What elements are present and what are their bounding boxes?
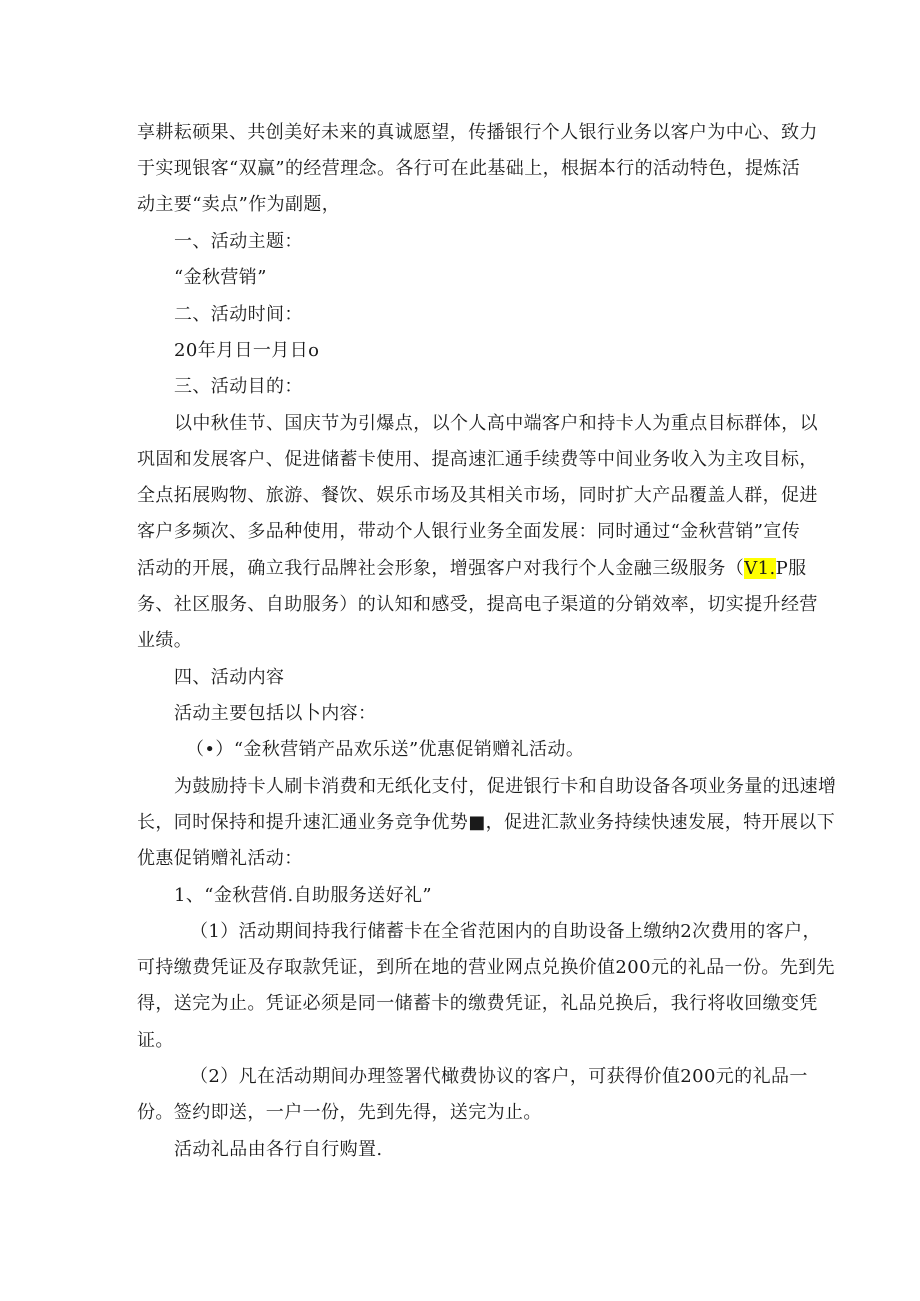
- sub1-p1-line-1: （1）活动期间持我行储蓄卡在全省范困内的自助设备上缴纳2次费用的客户，: [190, 921, 821, 942]
- item1-para-line-3: 优惠促销赠礼活动：: [137, 848, 303, 869]
- sub1-p1-line-3: 得，送完为止。凭证必须是同一储蓄卡的缴费凭证，礼品兑换后，我行将收回缴变凭: [137, 993, 818, 1014]
- section3-line-7: 业绩。: [137, 630, 193, 651]
- sub1-p2-line-2: 份。签约即送，一户一份，先到先得，送完为止。: [137, 1102, 542, 1123]
- sub1-p1-line-2: 可持缴费凭证及存取款凭证，到所在地的营业网点兑换价值200元的礼品一份。先到先: [137, 957, 835, 978]
- sub1-title: 1、“金秋营俏.自助服务送好礼”: [174, 885, 432, 906]
- section3-line-5-text: 活动的开展，确立我行品牌社会形象，增强客户对我行个人金融三级服务（: [137, 558, 745, 579]
- intro-line-3: 动主要“卖点”作为副题，: [137, 194, 341, 215]
- section3-line-5-tail: P服: [775, 558, 807, 579]
- item1-para-line-2: 长，同时保持和提升速汇通业务竞争优势■，促进汇款业务持续快速发展，特开展以下: [137, 812, 836, 833]
- section4-intro: 活动主要包括以卜内容：: [174, 703, 377, 724]
- section3-line-6: 务、社区服务、自助服务）的认知和感受，提高电子渠道的分销效率，切实提升经营: [137, 594, 818, 615]
- section2-content: 20年月日一月日o: [174, 340, 320, 361]
- highlighted-text: V1.: [744, 558, 776, 579]
- section2-heading: 二、活动时间：: [174, 304, 303, 325]
- section1-heading: 一、活动主题：: [174, 231, 303, 252]
- section3-line-3: 全点拓展购物、旅游、餐饮、娱乐市场及其相关市场，同时扩大产品覆盖人群，促进: [137, 485, 818, 506]
- section3-line-1: 以中秋佳节、国庆节为引爆点，以个人高中端客户和持卡人为重点目标群体，以: [174, 413, 818, 434]
- sub1-p2-line-1: （2）凡在活动期间办理签署代橄费协议的客户，可获得价值200元的礼品一: [190, 1066, 808, 1087]
- item1-title: （•）“金秋营销产品欢乐送”优惠促销赠礼活动。: [186, 739, 585, 760]
- section3-line-2: 巩固和发展客户、促进储蓄卡使用、提高速汇通手续费等中间业务收入为主攻目标，: [137, 449, 818, 470]
- closing-line: 活动礼品由各行自行购置.: [174, 1139, 383, 1160]
- section1-content: “金秋营销”: [174, 267, 267, 288]
- intro-line-1: 享耕耘硕果、共创美好未来的真诚愿望，传播银行个人银行业务以客户为中心、致力: [137, 122, 818, 143]
- section3-line-5: [137, 556, 807, 582]
- section4-heading: 四、活动内容: [174, 667, 285, 688]
- intro-line-2: 于实现银客“双赢”的经营理念。各行可在此基础上，根据本行的活动特色，提炼活: [137, 158, 801, 179]
- section3-line-4: 客户多频次、多品种使用，带动个人银行业务全面发展：同时通过“金秋营销”宣传: [137, 521, 801, 542]
- item1-para-line-1: 为鼓励持卡人刷卡消费和无纸化支付，促进银行卡和自助设备各项业务量的迅速增: [174, 776, 837, 797]
- sub1-p1-line-4: 证。: [137, 1030, 174, 1051]
- section3-heading: 三、活动目的：: [174, 376, 303, 397]
